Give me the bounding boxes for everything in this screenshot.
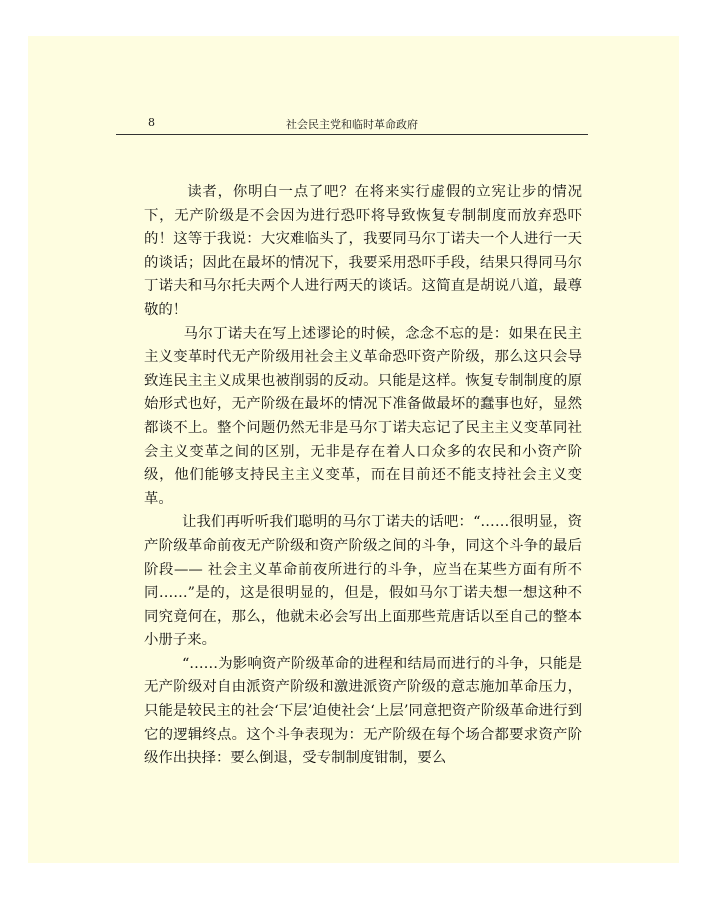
paragraph: 读者，你明白一点了吧？在将来实行虚假的立宪让步的情况下，无产阶级是不会因为进行恐吓将导致恢复专制制度而放弃恐吓的！这等于我说：大灾难临头了，我要同马尔丁诺夫一个人进行一天的谈话；因此在最坏的情况下，我要采用恐吓手段，结果只得同马尔丁诺夫和马尔托夫两个人进行两天的谈话。这简直是胡说八道，最尊敬的！ — [144, 184, 582, 318]
running-header — [116, 114, 588, 135]
paragraph: 马尔丁诺夫在写上述谬论的时候，念念不忘的是：如果在民主主义变革时代无产阶级用社会主义革命恐吓资产阶级，那么这只会导致连民主主义成果也被削弱的反动。只能是这样。恢复专制制度的原始形式也好，无产阶级在最坏的情况下准备做最坏的蠢事也好，显然都谈不上。整个问题仍然无非是马尔丁诺夫忘记了民主主义变革同社会主义变革之间的区别，无非是存在着人口众多的农民和小资产阶级，他们能够支持民主主义变革，而在目前还不能支持社会主义变革。 — [144, 325, 582, 507]
page-number: 8 — [148, 116, 155, 129]
page-body — [144, 181, 582, 771]
paragraph: “……为影响资产阶级革命的进程和结局而进行的斗争，只能是无产阶级对自由派资产阶级和激进派资产阶级的意志施加革命压力，只能是较民主的社会‘下层’迫使社会‘上层’同意把资产阶级革命进行到它的逻辑终点。这个斗争表现为：无产阶级在每个场合都要求资产阶级作出抉择：要么倒退，受专制制度钳制，要么 — [144, 655, 582, 767]
paragraph: 让我们再听听我们聪明的马尔丁诺夫的话吧：“……很明显，资产阶级革命前夜无产阶级和资产阶级之间的斗争，同这个斗争的最后阶段—— 社会主义革命前夜所进行的斗争，应当在某些方面有所不同……”是的，这是很明显的，但是，假如马尔丁诺夫想一想这种不同究竟何在，那么，他就未必会写出上面那些荒唐话以至自己的整本小册子来。 — [144, 514, 582, 649]
running-title: 社会民主党和临时革命政府 — [286, 118, 418, 131]
